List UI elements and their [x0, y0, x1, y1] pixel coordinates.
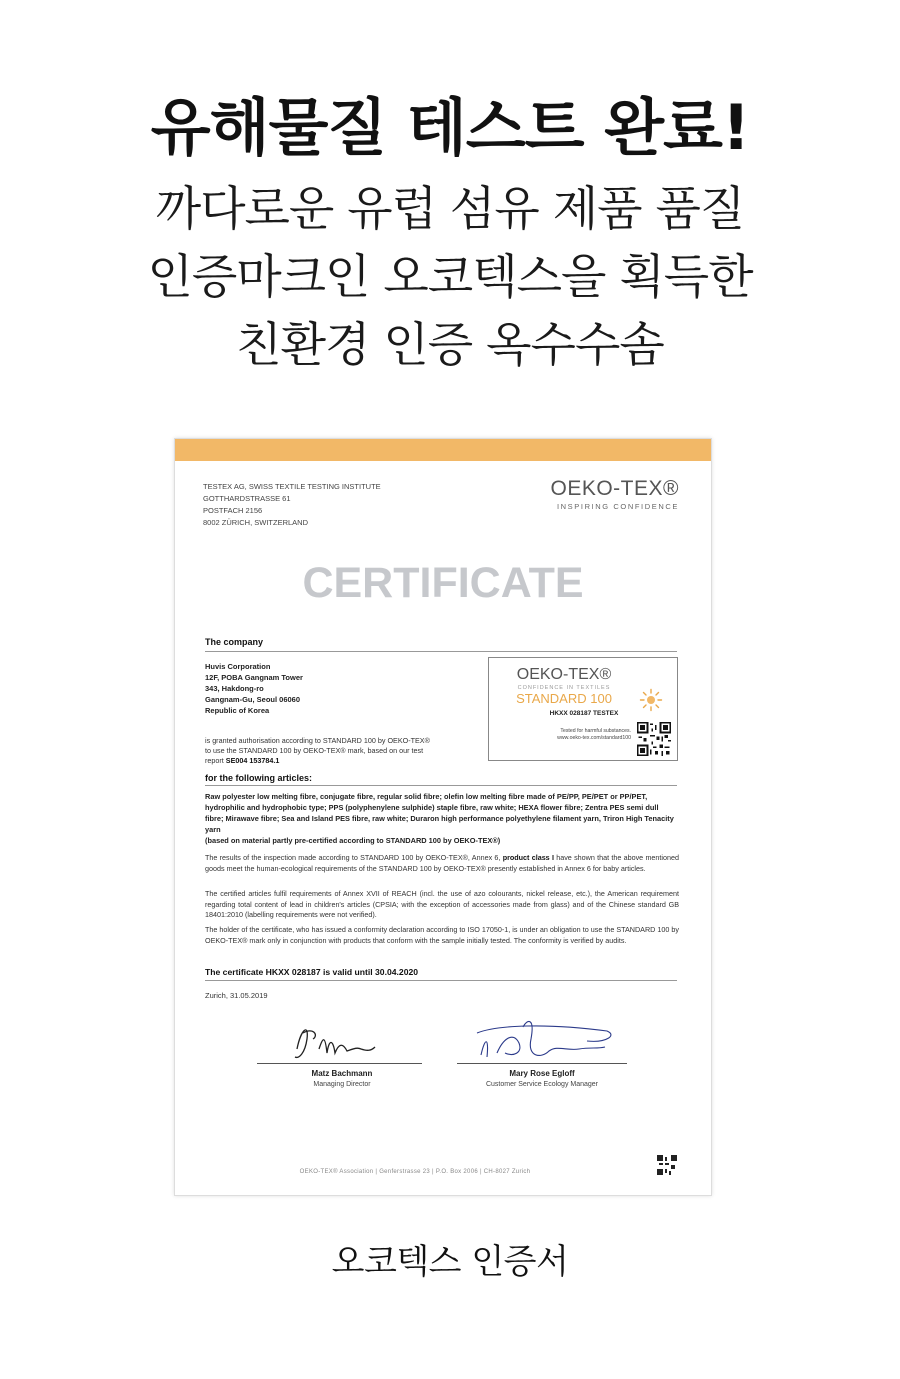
company-line: Republic of Korea [205, 706, 270, 715]
signature-2 [457, 1009, 627, 1069]
oeko-tex-logo [551, 477, 680, 511]
logo-name: OEKO-TEX® [550, 477, 679, 500]
granted-line: to use the STANDARD 100 by OEKO-TEX® mark, based on our test [205, 746, 424, 755]
report-number: SE004 153784.1 [225, 756, 280, 765]
label-logo-name: OEKO-TEX® [516, 666, 612, 683]
label-number: HKXX 028187 TESTEX [549, 710, 619, 717]
signer-1-role: Managing Director [313, 1081, 371, 1088]
label-tested-text [519, 728, 631, 742]
issuer-address-line: TESTEX AG, SWISS TEXTILE TESTING INSTITUTE [203, 482, 381, 491]
certificate-title: CERTIFICATE [302, 559, 584, 607]
company-line: Huvis Corporation [205, 662, 271, 671]
qr-code-icon [637, 722, 671, 756]
inspection-paragraph [205, 853, 679, 874]
headline: 유해물질 테스트 완료! [150, 91, 750, 164]
sun-icon [639, 688, 663, 712]
label-standard: STANDARD 100 [516, 691, 612, 706]
label-tested-line: www.oeko-tex.com/standard100 [557, 735, 631, 741]
caption: 오코텍스 인증서 [331, 1242, 569, 1282]
signer-1-name: Matz Bachmann [311, 1069, 373, 1078]
divider [205, 785, 677, 786]
issuer-address [203, 481, 381, 529]
report-label: report [205, 756, 224, 765]
subtitle-line-2: 인증마크인 오코텍스을 획득한 [147, 250, 753, 305]
signature-line-2 [457, 1063, 627, 1064]
para-text: have shown that the above mentioned goods meet the human-ecological requirements of the STANDARD 100 by OEKO-TEX® presently established in Annex 6 for baby articles. [205, 853, 680, 873]
certificate-top-bar [175, 439, 711, 461]
granted-text [205, 736, 485, 766]
issuer-address-line: 8002 ZÜRICH, SWITZERLAND [203, 518, 309, 527]
company-line: 343, Hakdong-ro [205, 684, 264, 693]
granted-line: is granted authorisation according to STANDARD 100 by OEKO-TEX® [205, 736, 430, 745]
company-heading: The company [205, 637, 264, 647]
issuer-address-line: GOTTHARDSTRASSE 61 [203, 494, 291, 503]
signature-line-1 [257, 1063, 422, 1064]
signer-2-role: Customer Service Ecology Manager [485, 1081, 599, 1088]
divider [205, 651, 677, 652]
issue-date: Zurich, 31.05.2019 [205, 991, 268, 1000]
validity-statement: The certificate HKXX 028187 is valid until 30.04.2020 [205, 967, 419, 977]
articles-list: Raw polyester low melting fibre, conjugate fibre, regular solid fibre; olefin low melting fibre made of PE/PP, PE/PET or PP/PET, hydrophilic and hydrophobic type; PPS (polyphenylene sulphide) staple fibre, raw white; HEXA flower fibre; Zentra PES semi dull fibre; Mirawave fibre; Sea and Island PES fibre, raw white; Duraron high performance polyethylene filament yarn, Triron High Tenacity yarn [205, 792, 674, 834]
holder-paragraph: The holder of the certificate, who has issued a conformity declaration according to ISO 17050-1, is under an obligation to use the STANDARD 100 by OEKO-TEX® mark only in conjunction with products that conform with the sample initially tested. The conformity is verified by audits. [205, 925, 679, 945]
certificate-footer: OEKO-TEX® Association | Genferstrasse 23 | P.O. Box 2006 | CH-8027 Zurich [299, 1169, 531, 1175]
issuer-address-line: POSTFACH 2156 [203, 506, 263, 515]
company-line: Gangnam-Gu, Seoul 06060 [205, 695, 301, 704]
subtitle-line-3: 친환경 인증 옥수수솜 [236, 318, 664, 373]
standard-100-label [488, 657, 678, 761]
divider [205, 980, 677, 981]
company-line: 12F, POBA Gangnam Tower [205, 673, 303, 682]
company-address [205, 661, 303, 716]
granted-line [205, 756, 485, 766]
label-confidence: CONFIDENCE IN TEXTILES [517, 685, 611, 691]
footer-qr-icon [657, 1155, 677, 1175]
articles-heading: for the following articles: [205, 773, 313, 783]
articles-text [205, 791, 679, 846]
para-text: The results of the inspection made according to STANDARD 100 by OEKO-TEX®, Annex 6, [205, 853, 501, 862]
articles-note: (based on material partly pre-certified according to STANDARD 100 by OEKO-TEX®) [205, 836, 501, 845]
certificate-image [174, 438, 712, 1196]
subtitle-line-1: 까다로운 유럽 섬유 제품 품질 [155, 182, 745, 237]
signature-1 [257, 1009, 427, 1069]
logo-tagline: INSPIRING CONFIDENCE [556, 502, 679, 511]
reach-paragraph: The certified articles fulfil requirements of Annex XVII of REACH (incl. the use of azo colourants, nickel release, etc.), the American requirement regarding total content of lead in children's articles (CPSIA; with the exception of accessories made from glass) and of the Chinese standard GB 18401:2010 (labelling requirements were not verified). [205, 889, 679, 919]
signer-2-name: Mary Rose Egloff [509, 1069, 575, 1078]
product-class: product class I [502, 853, 554, 862]
label-tested-line: Tested for harmful substances. [560, 728, 631, 734]
